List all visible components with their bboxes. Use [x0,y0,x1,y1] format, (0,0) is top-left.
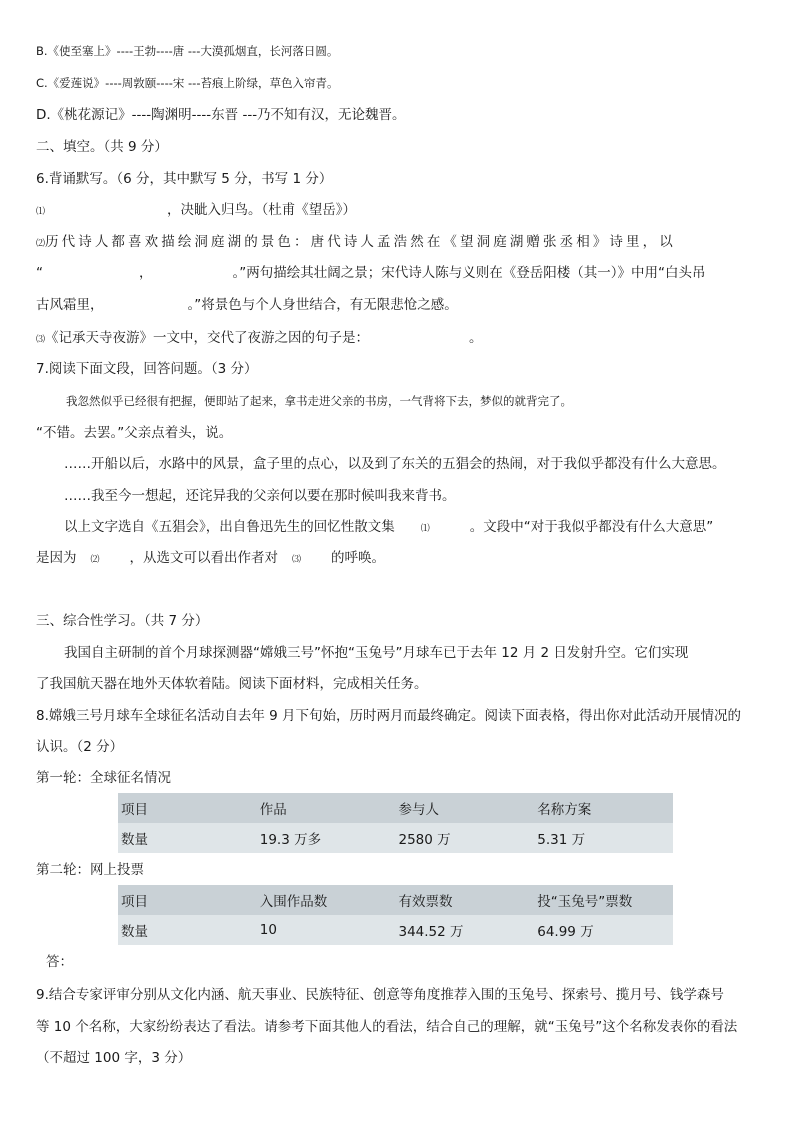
quote-open: “ [36,265,43,281]
round1-table [118,793,673,853]
item-text: 。”将景色与个人身世结合，有无限悲怆之感。 [187,297,458,313]
table-cell: 19.3 万多 [257,823,396,853]
item-number: ⑵ [36,239,46,249]
table-cell: 2580 万 [396,823,535,853]
q6-item3 [36,328,483,350]
table-cell: 名称方案 [534,793,673,823]
blank-number: ⑴ [420,524,430,534]
table-cell: 有效票数 [396,885,535,915]
q8-line1: 8.嫦娥三号月球车全球征名活动自去年 9 月下旬始，历时两月而最终确定。阅读下面表格，得出你对此活动开展情况的 [36,708,742,724]
table-row [118,823,673,853]
section3-intro-line1: 我国自主研制的首个月球探测器“嫦娥三号”怀抱“玉兔号”月球车已于去年 12 月 2 日发射升空。它们实现 [64,645,689,661]
q7-passage-p4: ……我至今一想起，还诧异我的父亲何以要在那时候叫我来背书。 [64,488,456,504]
q7-title: 7.阅读下面文段，回答问题。（3 分） [36,361,258,377]
blank-number: ⑶ [292,555,302,565]
q9-line2: 等 10 个名称，大家纷纷表达了看法。请参考下面其他人的看法，结合自己的理解，就“玉兔号”这个名称发表你的看法 [36,1019,738,1035]
round1-label: 第一轮：全球征名情况 [36,770,171,786]
item-text: 。”两句描绘其壮阔之景；宋代诗人陈与义则在《登岳阳楼（其一）》中用“白头吊 [232,265,706,281]
q6-item2-line2 [36,263,706,283]
table-header-row [118,885,673,915]
question-text: 是因为 [36,550,77,566]
item-number: ⑶ [36,335,46,345]
q9-line3: （不超过 100 字，3 分） [36,1050,192,1066]
q6-item1 [36,200,356,222]
section2-title: 二、填空。（共 9 分） [36,139,168,155]
item-text: 《记承天寺夜游》一文中，交代了夜游之因的句子是： [45,330,370,346]
round2-table [118,885,673,945]
answer-label: 答： [46,954,73,970]
round2-label: 第二轮：网上投票 [36,862,144,878]
q7-question-line1 [64,517,713,539]
q7-passage-p3: ……开船以后，水路中的风景，盒子里的点心，以及到了东关的五猖会的热闹，对于我似乎都没有什么大意思。 [64,456,726,472]
table-cell: 参与人 [396,793,535,823]
table-cell: 344.52 万 [396,915,535,945]
question-text: ，从选文可以看出作者对 [129,550,279,566]
q9-line1: 9.结合专家评审分别从文化内涵、航天事业、民族特征、创意等角度推荐入围的玉兔号、探索号、揽月号、钱学森号 [36,987,724,1003]
table-cell: 5.31 万 [534,823,673,853]
option-b: B.《使至塞上》----王勃----唐 ---大漠孤烟直，长河落日圆。 [36,44,339,58]
table-cell: 入围作品数 [257,885,396,915]
table-cell: 项目 [118,793,257,823]
table-cell: 项目 [118,885,257,915]
table-cell: 10 [257,915,396,945]
q7-passage-p2: “不错。去罢。”父亲点着头，说。 [36,425,233,441]
q7-passage-p1: 我忽然似乎已经很有把握，便即站了起来，拿书走进父亲的书房，一气背将下去，梦似的就背完了。 [66,394,572,408]
item-text: 。 [469,330,483,346]
table-row [118,915,673,945]
q6-title: 6.背诵默写。（6 分，其中默写 5 分，书写 1 分） [36,171,333,187]
question-text: 以上文字选自《五猖会》，出自鲁迅先生的回忆性散文集 [64,519,395,535]
table-header-row [118,793,673,823]
table-cell: 投“玉兔号”票数 [534,885,673,915]
table-cell: 作品 [257,793,396,823]
comma: ， [139,265,153,281]
table-cell: 数量 [118,823,257,853]
blank-number: ⑵ [90,555,100,565]
item-text: 古风霜里， [36,297,104,313]
item-text: ，决眦入归鸟。（杜甫《望岳》） [167,202,357,218]
section3-title: 三、综合性学习。（共 7 分） [36,613,209,629]
q6-item2-line1 [36,232,676,254]
item-number: ⑴ [36,207,46,217]
question-text: 的呼唤。 [331,550,386,566]
option-c: C.《爱莲说》----周敦颐----宋 ---苔痕上阶绿，草色入帘青。 [36,76,339,90]
q7-question-line2 [36,548,385,570]
question-text: 。文段中“对于我似乎都没有什么大意思” [469,519,714,535]
option-d: D.《桃花源记》----陶渊明----东晋 ---乃不知有汉，无论魏晋。 [36,107,406,123]
table-cell: 64.99 万 [534,915,673,945]
q6-item2-line3 [36,295,458,315]
table-cell: 数量 [118,915,257,945]
section3-intro-line2: 了我国航天器在地外天体软着陆。阅读下面材料，完成相关任务。 [36,676,428,692]
q8-line2: 认识。（2 分） [36,739,124,755]
item-text: 历代诗人都喜欢描绘洞庭湖的景色：唐代诗人孟浩然在《望洞庭湖赠张丞相》诗里，以 [45,234,676,250]
